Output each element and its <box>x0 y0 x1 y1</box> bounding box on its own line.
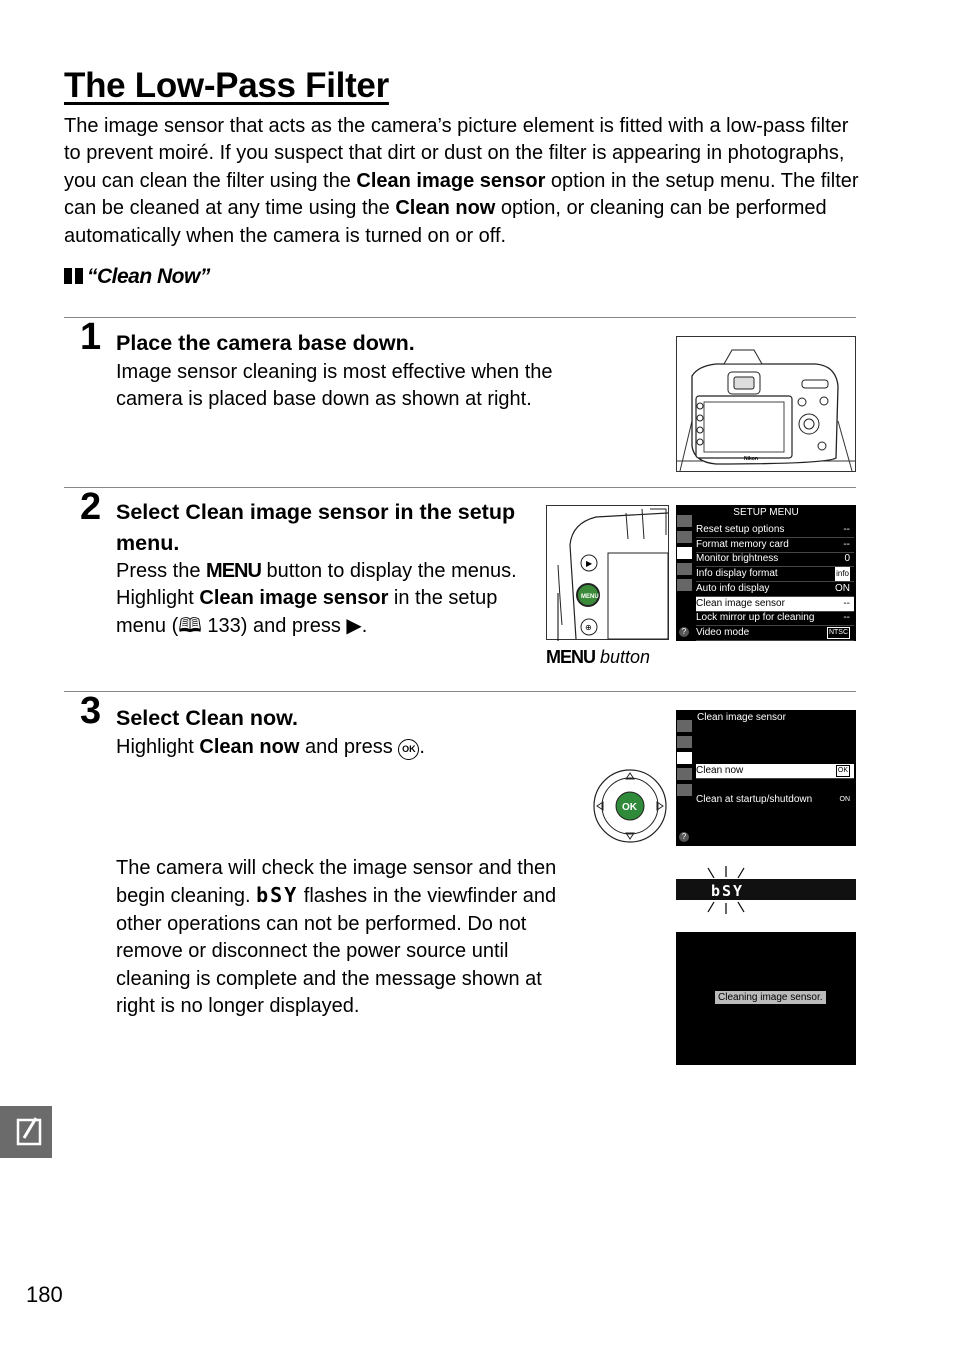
intro-bold-1: Clean image sensor <box>356 169 546 192</box>
step-body-bold: Clean image sensor <box>199 587 389 610</box>
camera-back-illustration <box>676 336 856 472</box>
caption-menu-symbol: MENU <box>546 647 595 667</box>
cleaning-message: Cleaning image sensor. <box>715 991 826 1004</box>
setup-tab-icon <box>677 752 692 764</box>
step-body-text: button to display the menus. Highlight <box>116 560 517 610</box>
menu-button-icon: MENU <box>581 594 599 600</box>
viewfinder-display <box>676 864 856 916</box>
clean-sensor-screen <box>676 710 856 846</box>
shooting-tab-icon <box>677 736 692 748</box>
recent-tab-icon <box>677 784 692 796</box>
setup-menu-row: Format memory card -- <box>696 538 854 553</box>
step-title <box>116 703 298 734</box>
section-heading-text: “Clean Now” <box>87 265 210 288</box>
step-body <box>116 734 425 761</box>
step-body-text: . <box>419 736 425 758</box>
playback-tab-icon <box>677 720 692 732</box>
step-body-text: Press the <box>116 560 207 582</box>
ok-button-icon: OK <box>398 739 419 760</box>
section-marker-icon <box>75 268 83 284</box>
step-title: Place the camera base down. <box>116 331 415 355</box>
setup-menu-title: SETUP MENU <box>733 507 799 518</box>
step-body-text: The camera will check the image sensor and then begin cleaning. <box>116 857 557 908</box>
retouch-tab-icon <box>677 768 692 780</box>
help-icon: ? <box>679 627 689 637</box>
step-body-text: and press <box>299 736 399 758</box>
bsy-indicator: bSY <box>256 883 299 908</box>
step-number: 1 <box>80 316 102 358</box>
recent-tab-icon <box>677 579 692 591</box>
viewfinder-bsy: bSY <box>711 882 745 900</box>
step-body-text: Highlight <box>116 736 200 758</box>
intro-text-2: option in the setup menu. The filter can be cleaned at any time using the <box>64 169 859 220</box>
step-body <box>116 558 531 640</box>
play-icon: ▶ <box>586 559 593 568</box>
step-divider <box>64 317 856 318</box>
section-marker-icon <box>64 268 72 284</box>
zoom-icon: ⊕ <box>585 623 592 632</box>
setup-menu-row: Auto info display ON <box>696 582 854 597</box>
clean-menu-title: Clean image sensor <box>697 712 786 723</box>
setup-menu-row-selected: Clean image sensor -- <box>696 597 854 612</box>
playback-tab-icon <box>677 515 692 527</box>
intro-text-3: option, or cleaning can be performed automatically when the camera is turned on or off. <box>64 197 827 247</box>
chapter-tab <box>0 1106 52 1158</box>
setup-menu-row: Info display format info <box>696 567 854 582</box>
setup-menu-row: Video mode NTSC <box>696 626 854 641</box>
step-body-bold: Clean now <box>199 736 300 758</box>
retouch-tab-icon <box>677 563 692 575</box>
caption-text: button <box>595 647 651 667</box>
intro-bold-2: Clean now <box>395 197 496 220</box>
step-title-text: Select <box>116 500 186 524</box>
page-number: 180 <box>26 1282 63 1307</box>
cleaning-message-screen <box>676 932 856 1065</box>
step-title-text: Select <box>116 706 186 730</box>
page-ref: 🕮 133 <box>178 614 241 637</box>
step-body-text: in the setup menu ( <box>116 587 498 637</box>
step-title-bold: Clean now. <box>185 706 299 730</box>
technical-notes-icon <box>0 1106 52 1158</box>
step-number: 2 <box>80 486 102 528</box>
step-number: 3 <box>80 690 102 732</box>
setup-menu-row: Monitor brightness 0 <box>696 552 854 567</box>
shooting-tab-icon <box>677 531 692 543</box>
multi-selector-illustration <box>592 768 668 844</box>
clean-now-row: Clean now OK <box>696 764 854 779</box>
clean-startup-row: Clean at startup/shutdown ON <box>696 794 850 805</box>
step-body-continued <box>116 855 586 1020</box>
step-title-text: in the setup menu. <box>116 500 516 555</box>
camera-logo: Nikon <box>744 456 758 462</box>
ok-button-label: OK <box>622 802 637 813</box>
intro-text-1: The image sensor that acts as the camera’s picture element is fitted with a low-pass filter to prevent moiré. If you suspect that dirt or dust on the filter is appearing in photographs, you can clean the filter using the <box>64 115 849 192</box>
step-title <box>116 497 536 559</box>
step-body: Image sensor cleaning is most effective when the camera is placed base down as shown at right. <box>116 361 553 411</box>
step-title-bold: Clean image sensor <box>185 500 389 524</box>
help-icon: ? <box>679 832 689 842</box>
camera-menu-button-illustration <box>546 505 670 641</box>
setup-menu-screen <box>676 505 856 641</box>
step-body-text: ) and press ▶. <box>240 614 368 637</box>
intro-paragraph <box>64 113 864 250</box>
setup-menu-row: Lock mirror up for cleaning -- <box>696 611 854 626</box>
step-body-text: flashes in the viewfinder and other operations can not be performed. Do not remove or disconnect the power source until cleaning is complete and the message shown at right is no longer displayed. <box>116 885 557 1018</box>
setup-tab-icon <box>677 547 692 559</box>
section-heading <box>64 265 210 289</box>
step-divider <box>64 691 856 692</box>
menu-button-caption <box>546 647 650 668</box>
page-title: The Low-Pass Filter <box>64 66 389 105</box>
menu-button-symbol: MENU <box>206 560 261 582</box>
setup-menu-row: Reset setup options -- <box>696 523 854 538</box>
step-divider <box>64 487 856 488</box>
